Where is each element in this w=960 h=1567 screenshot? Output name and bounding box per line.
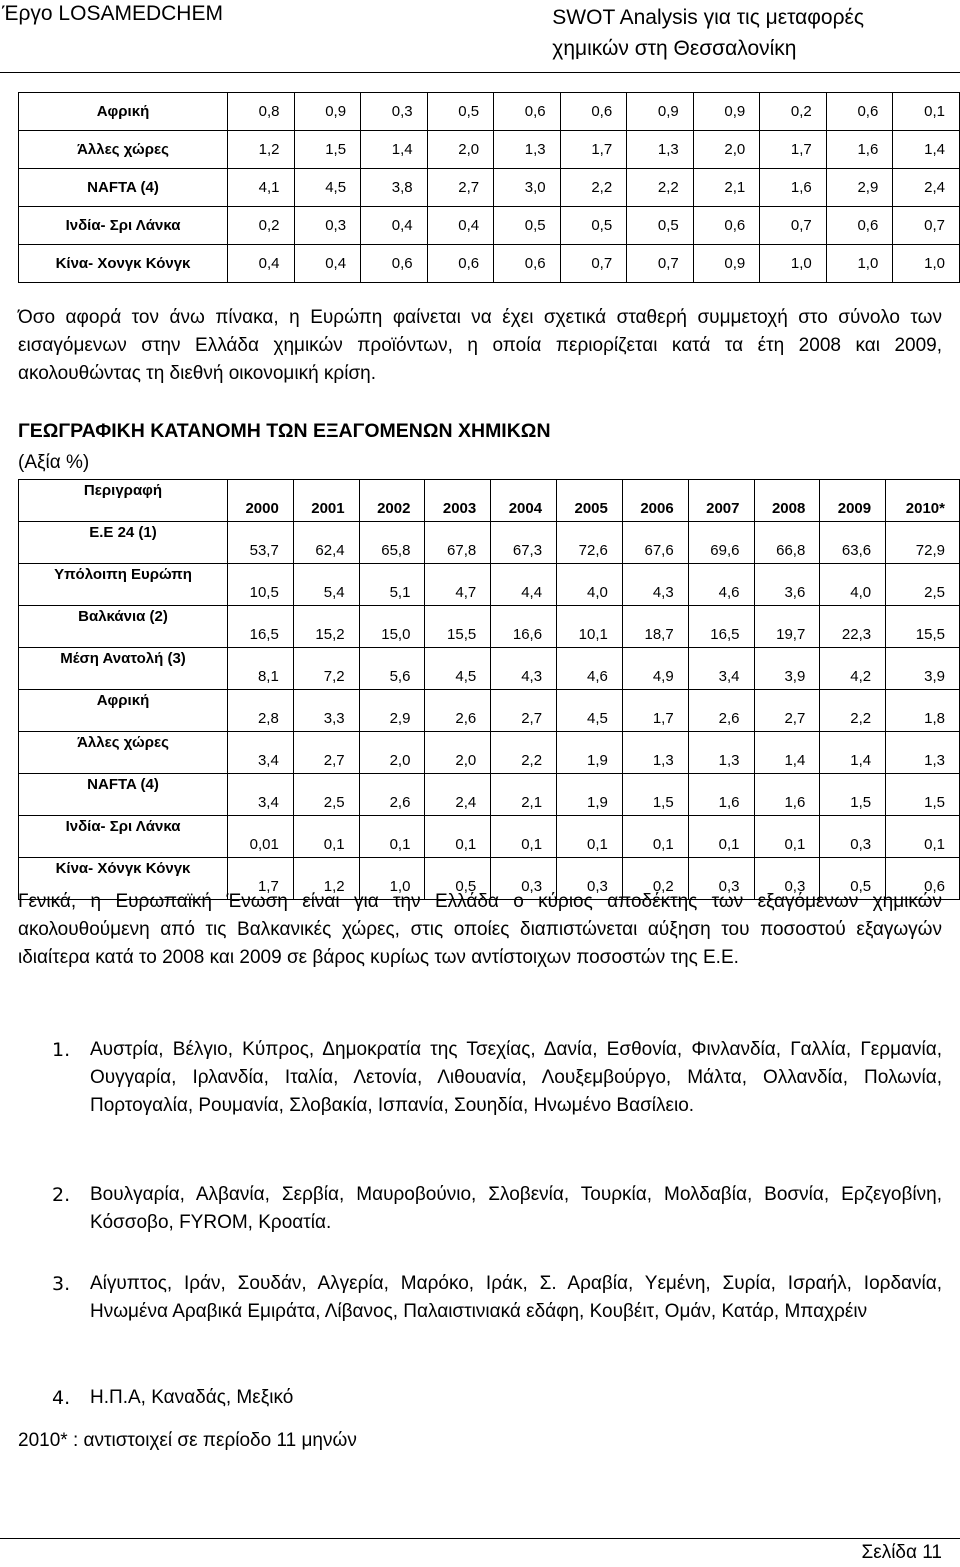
table-cell: 69,6 [688,522,754,564]
table-cell: 67,6 [622,522,688,564]
project-title: Έργο LOSAMEDCHEM [2,2,223,25]
footnote-number: 2. [52,1184,71,1206]
table-row [19,606,960,648]
table-cell: 1,3 [494,131,561,169]
table-cell: 1,0 [760,245,827,283]
table-cell: 2,0 [359,732,425,774]
table-cell: 2,6 [688,690,754,732]
table-cell: 16,5 [228,606,294,648]
table-cell: 1,7 [622,690,688,732]
year-header: 2006 [622,480,688,522]
table-cell: 0,1 [886,816,960,858]
table-cell: 10,1 [557,606,623,648]
table-cell: 62,4 [293,522,359,564]
footnote-text: Αίγυπτος, Ιράν, Σουδάν, Αλγερία, Μαρόκο, Ιράκ, Σ. Αραβία, Υεμένη, Συρία, Ισραήλ, Ιορδανία, Ηνωμένα Αραβικά Εμιράτα, Λίβανος, Παλαιστινιακά εδάφη, Κουβέιτ, Ομάν, Κατάρ, Μπαχρέιν [90,1273,942,1322]
year-header: 2007 [688,480,754,522]
row-label: NAFTA (4) [19,774,228,816]
table-row [19,522,960,564]
table-cell: 3,8 [361,169,428,207]
table-cell: 2,6 [425,690,491,732]
table-cell: 15,5 [425,606,491,648]
document-title-line2: χημικών στη Θεσσαλονίκη [552,37,797,60]
paragraph-exports-comment: Γενικά, η Ευρωπαϊκή Ένωση είναι για την Ελλάδα ο κύριος αποδέκτης των εξαγόμενων χημικών ακολουθούμενη από τις Βαλκανικές χώρες, στις οποίες διαπιστώνεται αύξηση του ποσοστού εξαγωγών ιδιαίτερα κατά το 2008 και 2009 σε βάρος κυρίως των αντίστοιχων ποσοστών της Ε.Ε. [18,891,942,968]
table-cell: 15,5 [886,606,960,648]
table-cell: 2,6 [359,774,425,816]
table-cell: 1,3 [627,131,694,169]
year-header: 2005 [557,480,623,522]
table-cell: 1,3 [886,732,960,774]
table-cell: 0,1 [893,93,960,131]
table-row [19,774,960,816]
row-label: Κίνα- Χονγκ Κόνγκ [19,245,228,283]
table-cell: 1,3 [688,732,754,774]
table-cell: 67,3 [491,522,557,564]
table-row [19,131,960,169]
table-cell: 0,3 [361,93,428,131]
table-row [19,816,960,858]
table-cell: 1,4 [361,131,428,169]
row-label: Ινδία- Σρι Λάνκα [19,207,228,245]
paragraph-imports-comment: Όσο αφορά τον άνω πίνακα, η Ευρώπη φαίνεται να έχει σχετικά σταθερή συμμετοχή στο σύνολο των εισαγόμενων στην Ελλάδα χημικών προϊόντων, η οποία περιορίζεται κατά τα έτη 2008 και 2009, ακολουθώντας τη διεθνή οικονομική κρίση. [18,307,942,384]
table-cell: 0,3 [294,207,361,245]
row-label: Μέση Ανατολή (3) [19,648,228,690]
table-cell: 66,8 [754,522,820,564]
table-cell: 0,9 [294,93,361,131]
table-cell: 0,6 [427,245,494,283]
table-cell: 3,9 [886,648,960,690]
year-header: 2000 [228,480,294,522]
table-cell: 1,5 [886,774,960,816]
table-cell: 19,7 [754,606,820,648]
table-cell: 2,5 [886,564,960,606]
table-cell: 4,1 [228,169,295,207]
table-cell: 2,2 [627,169,694,207]
table-cell: 0,5 [494,207,561,245]
table-cell: 0,6 [494,245,561,283]
table-cell: 1,0 [893,245,960,283]
table-cell: 1,6 [754,774,820,816]
table-cell: 1,3 [622,732,688,774]
table-cell: 4,4 [491,564,557,606]
table-cell: 0,5 [427,93,494,131]
table-cell: 1,4 [754,732,820,774]
table-row [19,93,960,131]
table-cell: 67,8 [425,522,491,564]
table-cell: 0,4 [228,245,295,283]
table-cell: 0,2 [622,858,688,900]
table-cell: 0,1 [688,816,754,858]
table-cell: 0,2 [228,207,295,245]
footnote-2 [52,1181,942,1237]
table-cell: 4,2 [820,648,886,690]
footnote-1 [52,1036,942,1120]
table-cell: 4,0 [820,564,886,606]
table-cell: 0,5 [820,858,886,900]
table-cell: 4,9 [622,648,688,690]
table-cell: 1,5 [820,774,886,816]
table-cell: 3,3 [293,690,359,732]
year-header: 2008 [754,480,820,522]
table-cell: 0,7 [760,207,827,245]
year-header: 2001 [293,480,359,522]
row-label: Αφρική [19,93,228,131]
table-cell: 0,3 [688,858,754,900]
table-cell: 63,6 [820,522,886,564]
table-cell: 4,5 [557,690,623,732]
table-cell: 72,9 [886,522,960,564]
table-cell: 1,7 [228,858,294,900]
table-cell: 18,7 [622,606,688,648]
table-cell: 0,1 [754,816,820,858]
table-cell: 0,9 [693,93,760,131]
table-cell: 0,6 [693,207,760,245]
table-cell: 0,4 [427,207,494,245]
table-cell: 1,4 [893,131,960,169]
table-cell: 2,7 [427,169,494,207]
table-cell: 5,1 [359,564,425,606]
table-cell: 0,1 [425,816,491,858]
table-cell: 0,7 [560,245,627,283]
row-label: Βαλκάνια (2) [19,606,228,648]
table-cell: 0,3 [557,858,623,900]
table-cell: 0,1 [359,816,425,858]
table-cell: 0,1 [491,816,557,858]
header-divider [0,72,960,73]
document-title [552,2,864,64]
table-cell: 2,0 [425,732,491,774]
table-cell: 10,5 [228,564,294,606]
table-cell: 2,0 [427,131,494,169]
table-cell: 3,6 [754,564,820,606]
table-cell: 4,5 [425,648,491,690]
row-label: Άλλες χώρες [19,732,228,774]
table-cell: 7,2 [293,648,359,690]
row-label: Κίνα- Χόνγκ Κόνγκ [19,858,228,900]
table-cell: 8,1 [228,648,294,690]
table-cell: 0,5 [627,207,694,245]
table-cell: 2,8 [228,690,294,732]
row-label: Υπόλοιπη Ευρώπη [19,564,228,606]
table-row [19,169,960,207]
table-cell: 65,8 [359,522,425,564]
table-row [19,207,960,245]
table-cell: 4,7 [425,564,491,606]
table-row [19,245,960,283]
table-cell: 0,9 [693,245,760,283]
footer-divider [0,1538,960,1539]
table-row [19,648,960,690]
header-label: Περιγραφή [19,480,228,522]
table-cell: 4,6 [688,564,754,606]
table-cell: 2,7 [293,732,359,774]
table-cell: 0,3 [491,858,557,900]
table-cell: 1,2 [228,131,295,169]
table-cell: 72,6 [557,522,623,564]
page-number: Σελίδα 11 [861,1542,942,1563]
table-cell: 5,4 [293,564,359,606]
table-cell: 0,3 [820,816,886,858]
row-label: Ινδία- Σρι Λάνκα [19,816,228,858]
footnote-text: Αυστρία, Βέλγιο, Κύπρος, Δημοκρατία της Τσεχίας, Δανία, Εσθονία, Φινλανδία, Γαλλία, Γερμανία, Ουγγαρία, Ιρλανδία, Ιταλία, Λετονία, Λιθουανία, Λουξεμβούργο, Μάλτα, Ολλανδία, Πολωνία, Πορτογαλία, Ρουμανία, Σλοβακία, Ισπανία, Σουηδία, Ηνωμένο Βασίλειο. [90,1039,942,1116]
table-cell: 0,1 [293,816,359,858]
table-cell: 3,4 [228,732,294,774]
table-cell: 1,0 [359,858,425,900]
table-cell: 22,3 [820,606,886,648]
footnote-number: 4. [52,1387,71,1409]
table-cell: 1,7 [760,131,827,169]
table-cell: 15,0 [359,606,425,648]
footnote-text: Βουλγαρία, Αλβανία, Σερβία, Μαυροβούνιο, Σλοβενία, Τουρκία, Μολδαβία, Βοσνία, Ερζεγοβίνη, Κόσσοβο, FYROM, Κροατία. [90,1184,942,1233]
table-cell: 0,1 [622,816,688,858]
table-cell: 53,7 [228,522,294,564]
section-subheading: (Αξία %) [18,452,90,473]
table-cell: 2,2 [560,169,627,207]
table-cell: 2,5 [293,774,359,816]
table-cell: 0,3 [754,858,820,900]
table-cell: 0,6 [886,858,960,900]
table-header-row [19,480,960,522]
table-cell: 0,6 [826,93,893,131]
table-cell: 1,7 [560,131,627,169]
table-cell: 1,5 [622,774,688,816]
table-cell: 3,4 [688,648,754,690]
table-cell: 3,9 [754,648,820,690]
table-cell: 0,1 [557,816,623,858]
year-header: 2002 [359,480,425,522]
footnote-3 [52,1270,942,1326]
table-cell: 1,6 [760,169,827,207]
table-cell: 2,1 [491,774,557,816]
table-cell: 0,4 [361,207,428,245]
year-header: 2003 [425,480,491,522]
table-cell: 2,1 [693,169,760,207]
table-cell: 3,4 [228,774,294,816]
table-cell: 0,6 [826,207,893,245]
table-cell: 3,0 [494,169,561,207]
exports-table [18,479,960,900]
table-cell: 16,5 [688,606,754,648]
table-cell: 2,2 [491,732,557,774]
table-cell: 0,8 [228,93,295,131]
year-header: 2004 [491,480,557,522]
table-cell: 0,7 [627,245,694,283]
table-cell: 0,6 [361,245,428,283]
table-cell: 1,8 [886,690,960,732]
table-cell: 2,9 [359,690,425,732]
page-header [0,0,960,72]
footnote-4 [52,1384,942,1412]
row-label: NAFTA (4) [19,169,228,207]
table-cell: 0,6 [494,93,561,131]
table-cell: 0,9 [627,93,694,131]
table-cell: 2,0 [693,131,760,169]
table-cell: 0,6 [560,93,627,131]
section-heading: ΓΕΩΓΡΑΦΙΚΗ ΚΑΤΑΝΟΜΗ ΤΩΝ ΕΞΑΓΟΜΕΝΩΝ ΧΗΜΙΚΩΝ [18,420,551,442]
footnote-number: 1. [52,1039,71,1061]
table-cell: 1,9 [557,774,623,816]
document-title-line1: SWOT Analysis για τις μεταφορές [552,6,864,29]
table-cell: 0,7 [893,207,960,245]
table-cell: 1,0 [826,245,893,283]
year-header: 2009 [820,480,886,522]
table-cell: 2,7 [491,690,557,732]
row-label: Ε.Ε 24 (1) [19,522,228,564]
table-cell: 1,2 [293,858,359,900]
table-cell: 4,3 [622,564,688,606]
table-cell: 16,6 [491,606,557,648]
table-cell: 0,01 [228,816,294,858]
year-header: 2010* [886,480,960,522]
table-row [19,690,960,732]
table-cell: 1,6 [826,131,893,169]
table-cell: 0,5 [425,858,491,900]
table-cell: 2,2 [820,690,886,732]
table-cell: 1,6 [688,774,754,816]
footnote-text: Η.Π.Α, Καναδάς, Μεξικό [90,1387,294,1408]
row-label: Άλλες χώρες [19,131,228,169]
table-row [19,732,960,774]
imports-table-continued [18,92,960,283]
row-label: Αφρική [19,690,228,732]
table-row [19,564,960,606]
table-cell: 2,9 [826,169,893,207]
footnote-number: 3. [52,1273,71,1295]
table-cell: 1,9 [557,732,623,774]
table-cell: 1,4 [820,732,886,774]
period-note: 2010* : αντιστοιχεί σε περίοδο 11 μηνών [18,1430,357,1451]
table-cell: 2,4 [893,169,960,207]
table-cell: 4,5 [294,169,361,207]
table-cell: 15,2 [293,606,359,648]
table-cell: 0,2 [760,93,827,131]
table-cell: 2,4 [425,774,491,816]
table-cell: 0,5 [560,207,627,245]
table-cell: 4,3 [491,648,557,690]
table-cell: 5,6 [359,648,425,690]
table-cell: 4,6 [557,648,623,690]
table-cell: 2,7 [754,690,820,732]
table-cell: 1,5 [294,131,361,169]
table-cell: 0,4 [294,245,361,283]
table-cell: 4,0 [557,564,623,606]
